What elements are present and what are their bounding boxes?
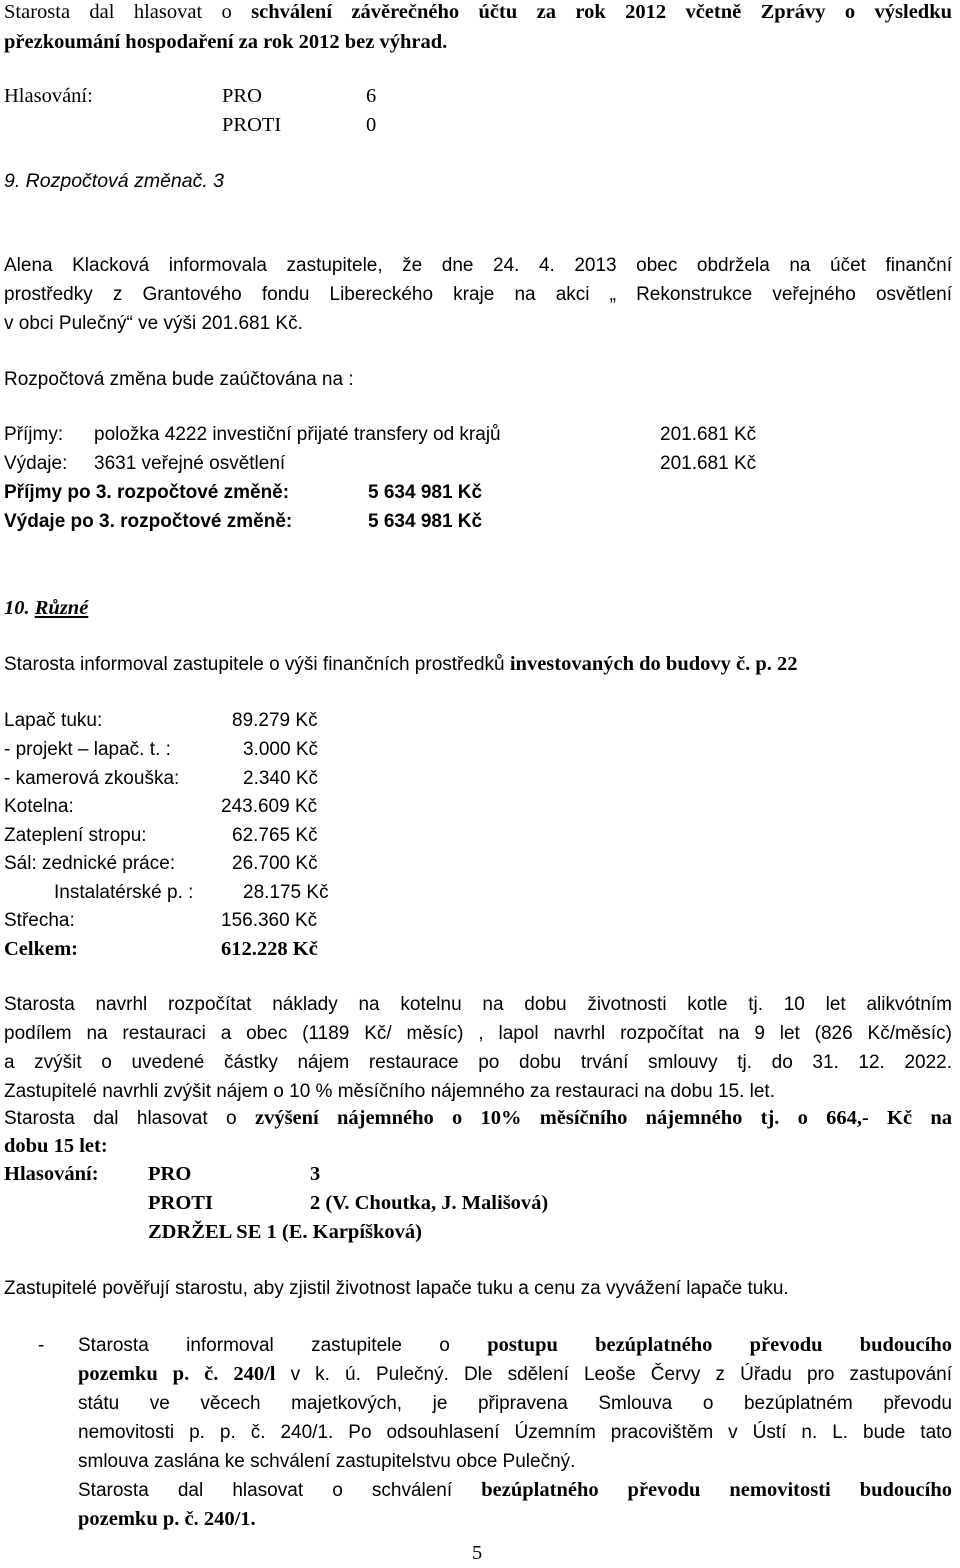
investment-list (4, 706, 404, 968)
section-10-title: Různé (34, 597, 89, 619)
bullet-dash: - (38, 1335, 45, 1356)
list-item-label: Sál: zednické práce: (4, 853, 176, 874)
list-item-label: - projekt – lapač. t. : (4, 739, 171, 760)
prijmy-label: Příjmy: (4, 424, 64, 445)
s10-para-line-4: Zastupitelé navrhli zvýšit nájem o 10 % měsíčního nájemného za restauraci na dobu 15. let. (4, 1081, 775, 1102)
s9-para-line-1: Alena Klacková informovala zastupitele, že dne 24. 4. 2013 obec obdržela na účet finanční (4, 255, 952, 276)
list-item-label: Instalatérské p. : (54, 882, 194, 903)
bullet-text: Starosta dal hlasovat o schválení (78, 1480, 482, 1501)
bullet-bold: bezúplatného převodu nemovitosti budoucího (481, 1479, 953, 1501)
section-9-paragraph (4, 251, 952, 338)
s9-para-line-2: prostředky z Grantového fondu Libereckého kraje na akci „ Rekonstrukce veřejného osvětlení (4, 284, 952, 305)
list-item-value: 26.700 Kč (232, 853, 318, 874)
s9-budget-intro: Rozpočtová změna bude zaúčtována na : (4, 369, 354, 390)
bullet-bold: pozemku p. č. 240/l (78, 1363, 276, 1385)
vote-2-label: Hlasování: (4, 1163, 99, 1185)
s10-para-line-3: a zvýšit o uvedené částky nájem restaurace po dobu trvání smlouvy tj. do 31. 12. 2022. (4, 1052, 952, 1073)
total-vydaje-label: Výdaje po 3. rozpočtové změně: (4, 511, 293, 532)
list-item-label: Střecha: (4, 910, 75, 931)
vote-2-pro-label: PRO (148, 1163, 192, 1185)
s10-vote-line-1 (4, 1104, 952, 1133)
vote-2-pro-value: 3 (310, 1163, 321, 1185)
bullet-text: Starosta informoval zastupitele o (78, 1335, 488, 1356)
total-vydaje-value: 5 634 981 Kč (368, 511, 483, 532)
total-prijmy-value: 5 634 981 Kč (368, 482, 483, 503)
s10-intro (4, 650, 798, 679)
intro-line-2: přezkoumání hospodaření za rok 2012 bez výhrad. (4, 31, 448, 53)
list-item-value: 3.000 Kč (243, 739, 318, 760)
vydaje-desc: 3631 veřejné osvětlení (94, 453, 286, 474)
intro-text: Starosta dal hlasovat o (4, 1, 252, 23)
s10-para-line-1: Starosta navrhl rozpočítat náklady na kotelnu na dobu životnosti kotle tj. 10 let alikvótním (4, 994, 952, 1015)
bullet-line-2 (78, 1360, 952, 1389)
list-item-value: 2.340 Kč (243, 768, 318, 789)
page-number: 5 (472, 1542, 483, 1564)
s10-intro-text: Starosta informoval zastupitele o výši finančních prostředků (4, 654, 510, 675)
bullet-text: v k. ú. Pulečný. Dle sdělení Leoše Červy z Úřadu pro zastupování (275, 1364, 952, 1385)
section-10-heading (4, 594, 88, 623)
vote-proti-label: PROTI (222, 114, 282, 136)
vote-2-proti-value: 2 (V. Choutka, J. Mališová) (310, 1192, 549, 1214)
list-item-label: Zateplení stropu: (4, 825, 147, 846)
intro-bold-text: schválení závěrečného účtu za rok 2012 včetně Zprávy o výsledku (251, 1, 952, 23)
section-9-heading: 9. Rozpočtová změnač. 3 (4, 170, 225, 192)
after-vote-line: Zastupitelé pověřují starostu, aby zjistil životnost lapače tuku a cenu za vyvážení lapače tuku. (4, 1278, 789, 1299)
list-item-label: Lapač tuku: (4, 710, 103, 731)
vote-2-proti-label: PROTI (148, 1192, 213, 1214)
vote-proti-value: 0 (366, 114, 377, 136)
s10-intro-bold: investovaných do budovy č. p. 22 (509, 653, 798, 675)
bullet-bold: postupu bezúplatného převodu budoucího (487, 1334, 952, 1356)
bullet-line-4: nemovitosti p. p. č. 240/1. Po odsouhlasení Územním pracovištěm v Ústí n. L. bude tato (78, 1422, 952, 1443)
bullet-line-5: smlouva zaslána ke schválení zastupitelstvu obce Pulečný. (78, 1451, 576, 1472)
vote-pro-value: 6 (366, 85, 377, 107)
s10-vote-line-2: dobu 15 let: (4, 1135, 108, 1157)
prijmy-amount: 201.681 Kč (660, 424, 757, 445)
list-item-value: 156.360 Kč (221, 910, 318, 931)
list-total-value: 612.228 Kč (221, 938, 318, 960)
vote-label: Hlasování: (4, 85, 93, 107)
list-item-label: Kotelna: (4, 796, 74, 817)
total-prijmy-label: Příjmy po 3. rozpočtové změně: (4, 482, 290, 503)
vydaje-label: Výdaje: (4, 453, 68, 474)
bullet-line-6 (78, 1476, 952, 1505)
list-item-value: 62.765 Kč (232, 825, 318, 846)
bullet-content (78, 1331, 952, 1534)
section-10-number: 10. (4, 597, 30, 619)
bullet-line-3: státu ve věcech majetkových, je připravena Smlouva o bezúplatném převodu (78, 1393, 952, 1414)
vote-pro-label: PRO (222, 85, 262, 107)
bullet-line-7: pozemku p. č. 240/1. (78, 1508, 256, 1530)
list-total-label: Celkem: (4, 938, 79, 960)
list-item-value: 243.609 Kč (221, 796, 318, 817)
list-item-value: 28.175 Kč (243, 882, 329, 903)
vydaje-amount: 201.681 Kč (660, 453, 757, 474)
bullet-line-1 (78, 1331, 952, 1360)
list-item-label: - kamerová zkouška: (4, 768, 180, 789)
list-item-value: 89.279 Kč (232, 710, 318, 731)
prijmy-desc: položka 4222 investiční přijaté transfery od krajů (94, 424, 501, 445)
s10-paragraph (4, 990, 952, 1106)
intro-line-1 (4, 0, 952, 27)
s10-vote-text: Starosta dal hlasovat o (4, 1108, 255, 1129)
s9-para-line-3: v obci Pulečný“ ve výši 201.681 Kč. (4, 313, 303, 334)
vote-2-zdrzel: ZDRŽEL SE 1 (E. Karpíšková) (148, 1221, 422, 1243)
s10-para-line-2: podílem na restauraci a obec (1189 Kč/ měsíc) , lapol navrhl rozpočítat na 9 let (826 Kč/měsíc) (4, 1023, 952, 1044)
s10-vote-bold: zvýšení nájemného o 10% měsíčního nájemného tj. o 664,- Kč na (254, 1107, 952, 1129)
